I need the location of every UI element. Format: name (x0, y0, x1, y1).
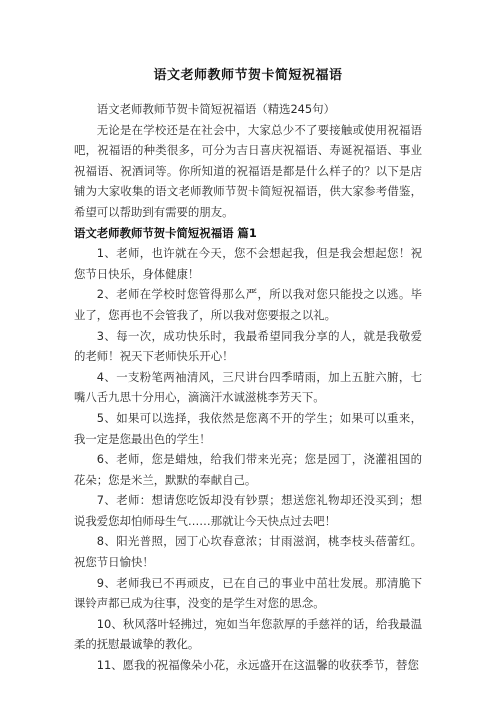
section-heading: 语文老师教师节贺卡简短祝福语 篇1 (74, 225, 257, 240)
list-item: 3、每一次，成功快乐时，我最希望同我分享的人，就是我敬爱的老师！祝天下老师快乐开心！ (74, 328, 422, 364)
subtitle-line: 语文老师教师节贺卡简短祝福语（精选245句） (96, 102, 335, 116)
list-item: 4、一支粉笔两袖清风，三尺讲台四季晴雨，加上五脏六腑，七嘴八舌九思十分用心，滴滴汗水诚滋桃李芳天下。 (74, 369, 422, 405)
list-item: 8、阳光普照，园丁心坎春意浓；甘雨滋润，桃李枝头蓓蕾红。祝您节日愉快！ (74, 534, 422, 570)
list-item: 10、秋风落叶轻拂过，宛如当年您款厚的手慈祥的话，给我最温柔的抚慰最诚挚的教化。 (74, 616, 422, 652)
page-title: 语文老师教师节贺卡简短祝福语 (153, 68, 343, 83)
list-item: 7、老师：想请您吃饭却没有钞票；想送您礼物却还没买到；想说我爱您却怕师母生气……那就让今天快点过去吧！ (74, 493, 422, 528)
list-item: 9、老师我已不再顽皮，已在自己的事业中茁壮发展。那清脆下课铃声都已成为往事，没变的是学生对您的思念。 (74, 575, 422, 611)
list-item: 5、如果可以选择，我依然是您离不开的学生；如果可以重来，我一定是您最出色的学生！ (74, 410, 422, 446)
list-item: 2、老师在学校时您管得那么严，所以我对您只能投之以逃。毕业了，您再也不会管我了，所以我对您要报之以礼。 (74, 287, 422, 322)
list-item: 11、愿我的祝福像朵小花，永远盛开在这温馨的收获季节，替您 (96, 658, 419, 673)
intro-paragraph: 无论是在学校还是在社会中，大家总少不了要接触或使用祝福语吧，祝福语的种类很多，可分为吉日喜庆祝福语、寿诞祝福语、事业祝福语、祝酒词等。你所知道的祝福语是都是什么样子的？以下是店铺为大家收集的语文老师教师节贺卡简短祝福语，供大家参考借鉴，希望可以帮助到有需要的朋友。 (74, 122, 422, 219)
list-item: 1、老师，也许就在今天，您不会想起我，但是我会想起您！祝您节日快乐，身体健康！ (74, 246, 422, 281)
list-item: 6、老师，您是蜡烛，给我们带来光亮；您是园丁，浇灌祖国的花朵；您是米兰，默默的奉献自己。 (74, 452, 422, 487)
